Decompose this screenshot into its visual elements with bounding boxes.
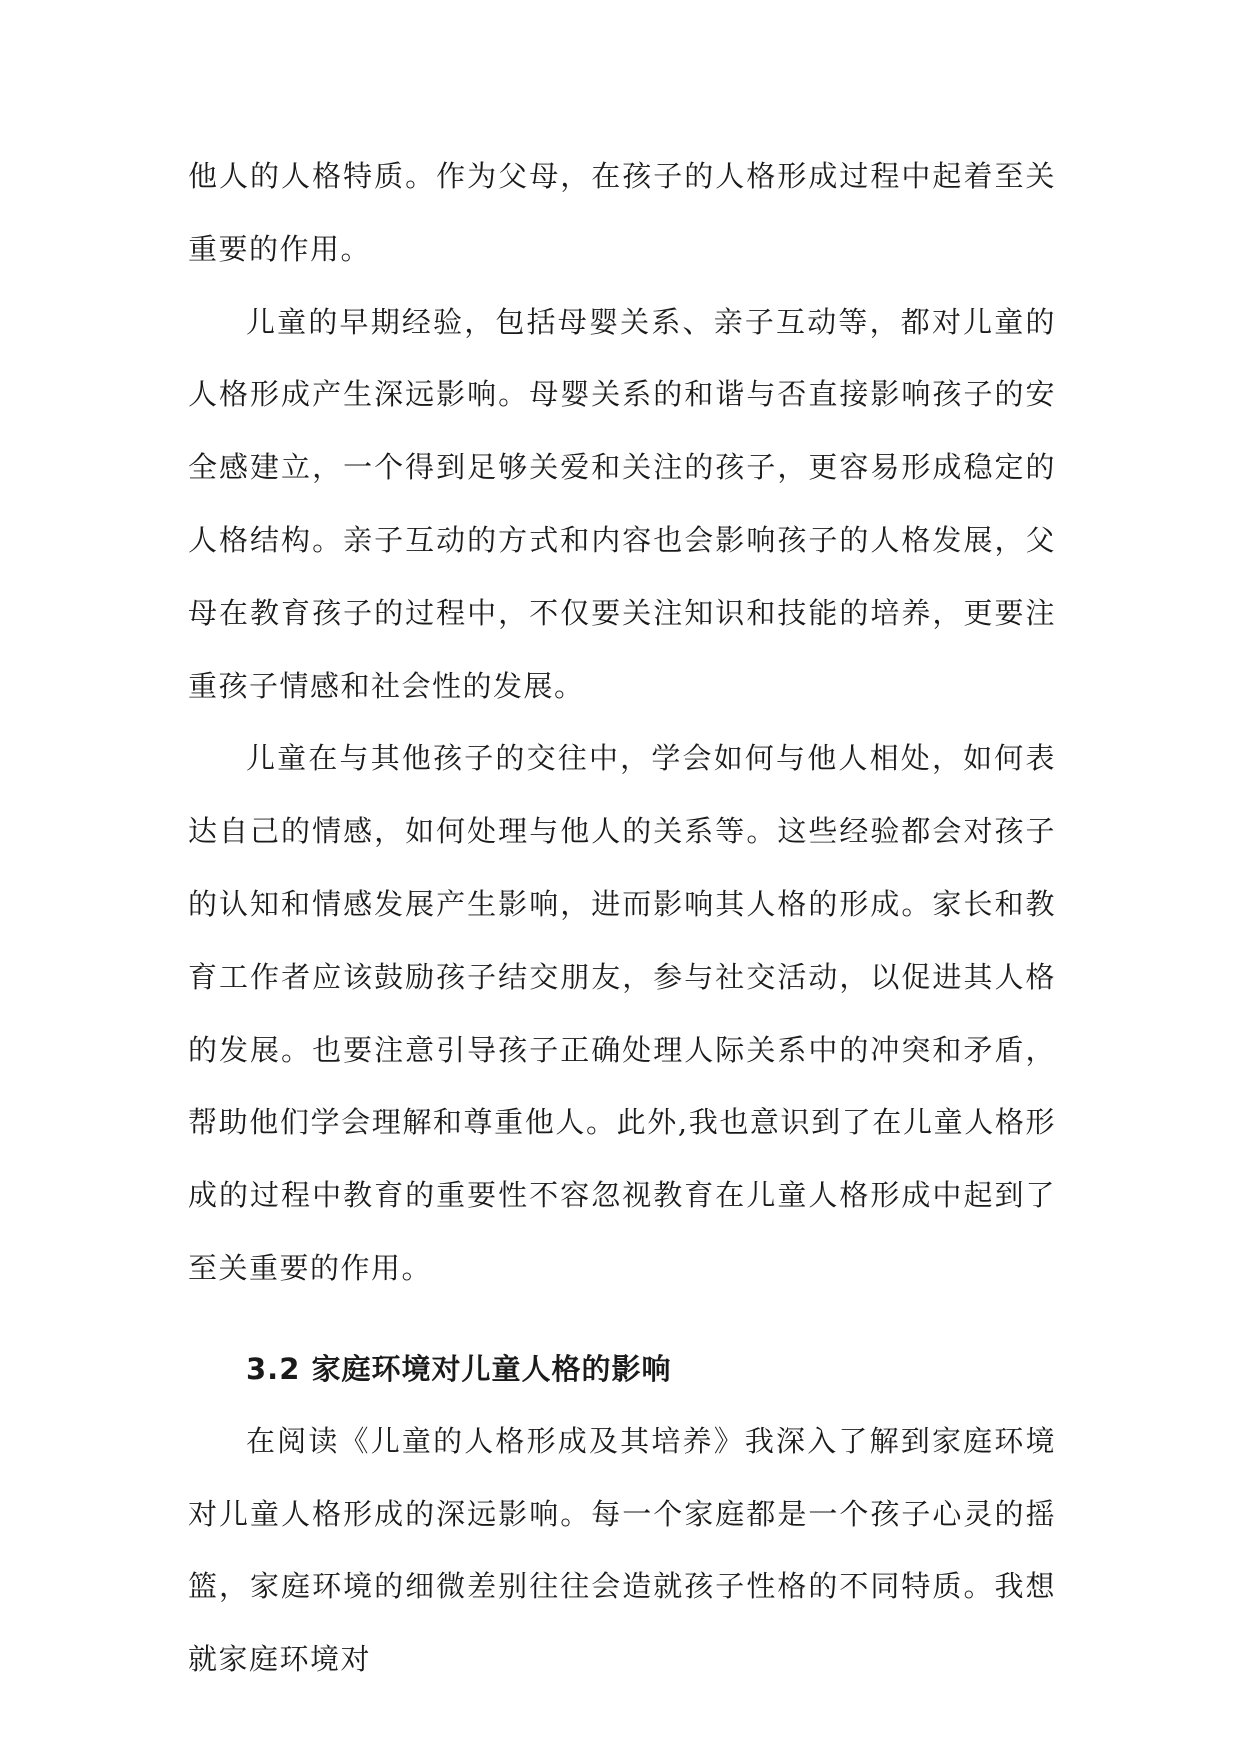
paragraph-peer-interaction: 儿童在与其他孩子的交往中，学会如何与他人相处，如何表达自己的情感，如何处理与他人的关系等。这些经验都会对孩子的认知和情感发展产生影响，进而影响其人格的形成。家长和教育工作者应该鼓励孩子结交朋友，参与社交活动，以促进其人格的发展。也要注意引导孩子正确处理人际关系中的冲突和矛盾，帮助他们学会理解和尊重他人。此外,我也意识到了在儿童人格形成的过程中教育的重要性不容忽视教育在儿童人格形成中起到了至关重要的作用。 xyxy=(188,741,1056,1285)
document-body xyxy=(188,140,1056,1696)
section-heading: 3.2 家庭环境对儿童人格的影响 xyxy=(246,1351,672,1386)
paragraph-family-environment: 在阅读《儿童的人格形成及其培养》我深入了解到家庭环境对儿童人格形成的深远影响。每一个家庭都是一个孩子心灵的摇篮，家庭环境的细微差别往往会造就孩子性格的不同特质。我想就家庭环境对 xyxy=(188,1423,1056,1677)
paragraph-early-experience: 儿童的早期经验，包括母婴关系、亲子互动等，都对儿童的人格形成产生深远影响。母婴关系的和谐与否直接影响孩子的安全感建立，一个得到足够关爱和关注的孩子，更容易形成稳定的人格结构。亲子互动的方式和内容也会影响孩子的人格发展，父母在教育孩子的过程中，不仅要关注知识和技能的培养，更要注重孩子情感和社会性的发展。 xyxy=(188,304,1056,703)
paragraph-continued: 他人的人格特质。作为父母，在孩子的人格形成过程中起着至关重要的作用。 xyxy=(188,159,1056,266)
